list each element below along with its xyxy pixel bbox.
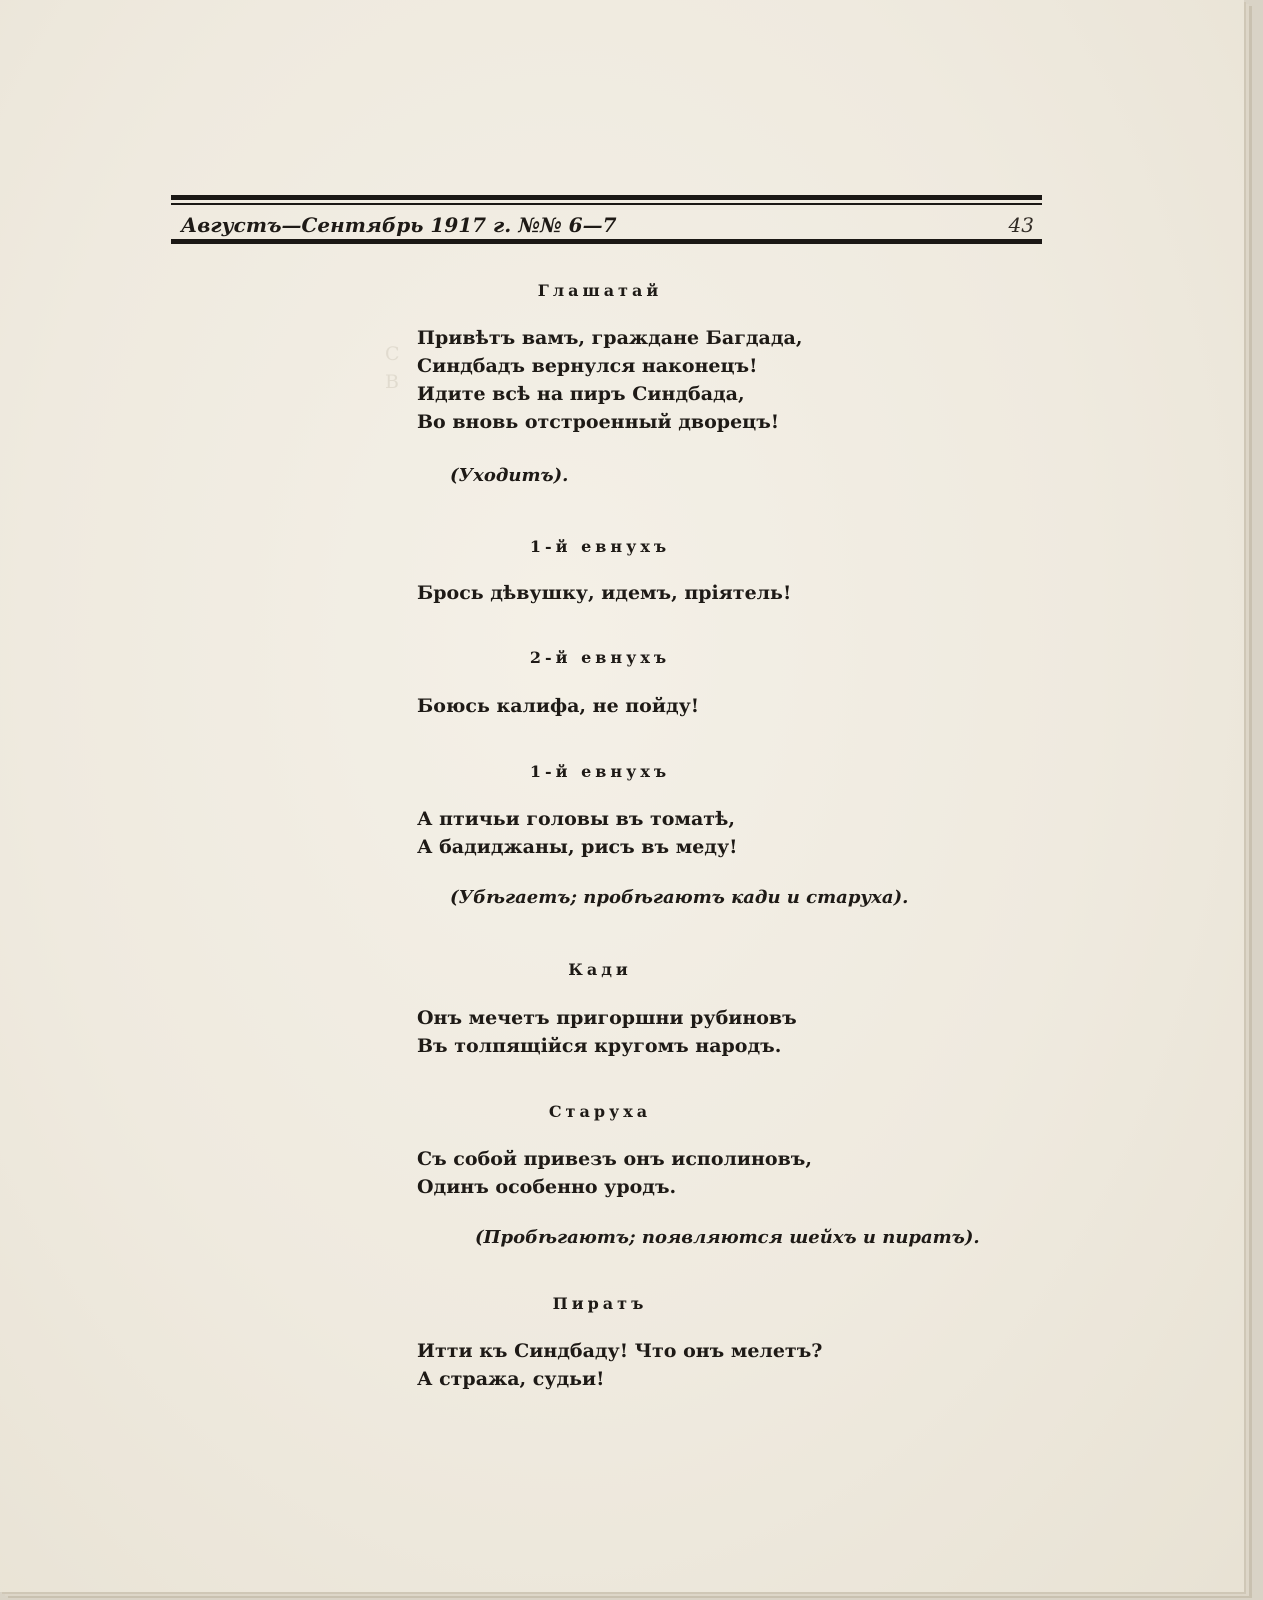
- issue-info: Августъ—Сентябрь 1917 г. №№ 6—7: [181, 213, 617, 237]
- page-number: 43: [1008, 213, 1034, 237]
- show-through-text: С: [385, 343, 400, 365]
- verse-line: Итти къ Синдбаду! Что онъ мелетъ?: [417, 1340, 823, 1362]
- speaker-name: 1-й евнухъ: [529, 537, 671, 556]
- verse-stanza: [417, 692, 699, 720]
- verse-line: Онъ мечетъ пригоршни рубиновъ: [417, 1007, 797, 1029]
- verse-stanza: [417, 324, 802, 436]
- speaker-name: Кади: [568, 960, 632, 979]
- verse-line: Привѣтъ вамъ, граждане Багдада,: [417, 327, 803, 349]
- verse-line: А бадиджаны, рисъ въ меду!: [417, 836, 738, 858]
- verse-line: Въ толпящійся кругомъ народъ.: [417, 1035, 782, 1057]
- speaker-name: 2-й евнухъ: [529, 648, 671, 667]
- verse-stanza: [417, 805, 737, 861]
- verse-line: Боюсь калифа, не пойду!: [417, 695, 700, 717]
- verse-stanza: [417, 1145, 812, 1201]
- stage-direction: (Уходитъ).: [450, 465, 569, 486]
- verse-line: Съ собой привезъ онъ исполиновъ,: [417, 1148, 812, 1170]
- header-rule-bottom: [171, 239, 1042, 244]
- verse-stanza: [417, 1337, 822, 1393]
- verse-stanza: [417, 1004, 797, 1060]
- verse-line: А стража, судьи!: [417, 1368, 605, 1390]
- running-header: [181, 210, 1034, 240]
- verse-line: А птичьи головы въ томатѣ,: [417, 808, 736, 830]
- verse-line: Одинъ особенно уродъ.: [417, 1176, 677, 1198]
- verse-line: Во вновь отстроенный дворецъ!: [417, 411, 780, 433]
- verse-line: Идите всѣ на пиръ Синдбада,: [417, 383, 745, 405]
- show-through-text: В: [385, 371, 399, 393]
- stage-direction: (Убѣгаетъ; пробѣгаютъ кади и старуха).: [450, 887, 909, 908]
- speaker-name: 1-й евнухъ: [529, 762, 671, 781]
- verse-stanza: [417, 579, 791, 607]
- speaker-name: Глашатай: [537, 281, 663, 300]
- verse-line: Брось дѣвушку, идемъ, пріятель!: [417, 582, 792, 604]
- speaker-name: Старуха: [548, 1102, 652, 1121]
- verse-line: Синдбадъ вернулся наконецъ!: [417, 355, 758, 377]
- header-rule-top: [171, 195, 1042, 200]
- speaker-name: Пиратъ: [552, 1294, 648, 1313]
- stage-direction: (Пробѣгаютъ; появляются шейхъ и пиратъ).: [475, 1227, 980, 1248]
- header-rule-top-thin: [171, 203, 1042, 205]
